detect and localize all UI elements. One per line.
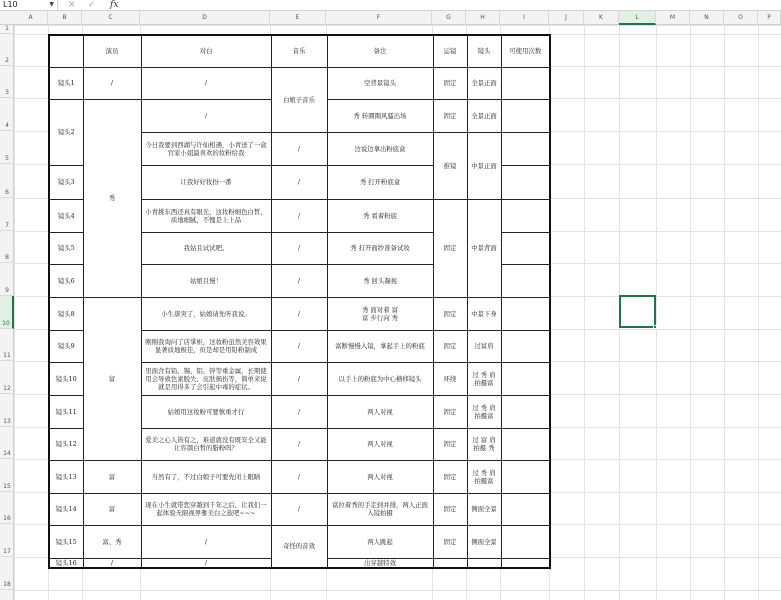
dialogue-cell[interactable]: 姑娘且慢！ <box>141 264 271 297</box>
note-cell[interactable]: 空背景镜头 <box>327 67 433 99</box>
usage-count-cell[interactable] <box>501 232 550 264</box>
shot-type-cell[interactable]: 全景正面 <box>467 67 501 99</box>
column-heading[interactable]: 备注 <box>327 35 433 67</box>
note-cell[interactable]: 秀 看着粉底 <box>327 199 433 232</box>
row-header-12[interactable]: 12 <box>0 361 14 394</box>
row-header-5[interactable]: 5 <box>0 131 14 164</box>
name-box-value: L10 <box>3 0 18 9</box>
note-cell[interactable]: 两人跳起 <box>327 525 433 558</box>
usage-count-cell[interactable] <box>501 330 550 362</box>
usage-count-cell[interactable] <box>501 132 550 165</box>
actor-cell[interactable]: 富 <box>83 297 141 460</box>
actor-cell[interactable]: / <box>83 558 141 568</box>
music-cell[interactable]: / <box>271 362 327 395</box>
actor-cell[interactable]: 秀 <box>83 99 141 297</box>
camera-move-cell[interactable] <box>433 558 467 568</box>
camera-move-cell[interactable]: 固定 <box>433 330 467 362</box>
music-cell[interactable]: / <box>271 297 327 330</box>
usage-count-cell[interactable] <box>501 362 550 395</box>
music-cell[interactable]: / <box>271 165 327 199</box>
usage-count-cell[interactable] <box>501 493 550 525</box>
column-header-d[interactable]: D <box>140 11 270 25</box>
music-cell[interactable]: / <box>271 460 327 493</box>
column-header-row <box>0 11 781 25</box>
music-cell[interactable]: 奇怪的音效 <box>271 525 327 568</box>
table-row <box>49 493 550 525</box>
shot-type-cell[interactable]: 过 秀 肩 拍摄富 <box>467 395 501 428</box>
usage-count-cell[interactable] <box>501 395 550 428</box>
note-cell[interactable]: 秀 打开面纱准备试妆 <box>327 232 433 264</box>
shot-type-cell[interactable]: 过富肩 <box>467 330 501 362</box>
camera-move-cell[interactable]: 固定 <box>433 67 467 99</box>
music-cell[interactable]: / <box>271 264 327 297</box>
note-cell[interactable]: 秀 面对着 富 富 步行向 秀 <box>327 297 433 330</box>
music-cell[interactable]: / <box>271 330 327 362</box>
camera-move-cell[interactable]: 固定 <box>433 428 467 460</box>
column-header-f[interactable]: F <box>326 11 432 25</box>
column-heading[interactable]: 可使用次数 <box>501 35 550 67</box>
usage-count-cell[interactable] <box>501 67 550 99</box>
dialogue-cell[interactable]: 姑娘用这妆粉可要慎重才行 <box>141 395 271 428</box>
dialogue-cell[interactable]: / <box>141 525 271 558</box>
table-row <box>49 67 550 99</box>
grid-vline <box>584 25 585 600</box>
dialogue-cell[interactable]: 我姑且试试吧。 <box>141 232 271 264</box>
row-header-4[interactable]: 4 <box>0 98 14 131</box>
music-cell[interactable]: / <box>271 232 327 264</box>
usage-count-cell[interactable] <box>501 99 550 132</box>
usage-count-cell[interactable] <box>501 460 550 493</box>
row-header-8[interactable]: 8 <box>0 231 14 263</box>
music-cell[interactable]: / <box>271 428 327 460</box>
grid-vline <box>14 25 15 600</box>
row-header-17[interactable]: 17 <box>0 524 14 557</box>
chevron-down-icon[interactable]: ▼ <box>49 1 54 8</box>
dialogue-cell[interactable]: 小青挑东西还真有眼光，这妆粉细色白皙、质地细腻，不愧是上上品 <box>141 199 271 232</box>
table-row <box>49 460 550 493</box>
cancel-icon[interactable]: ✕ <box>68 0 76 10</box>
row-header-2[interactable]: 2 <box>0 34 14 66</box>
column-heading[interactable]: 演员 <box>83 35 141 67</box>
row-header-13[interactable]: 13 <box>0 394 14 427</box>
shot-cell[interactable]: 镜头11 <box>49 395 83 428</box>
music-cell[interactable]: / <box>271 199 327 232</box>
dialogue-cell[interactable]: 爱美之心人皆有之，难道就没有既安全又能让容颜白皙的脂粉吗？ <box>141 428 271 460</box>
shot-cell[interactable]: 镜头6 <box>49 264 83 297</box>
note-cell[interactable]: 富拉着秀的手走到并排，两人正面入镜拍摄 <box>327 493 433 525</box>
row-header-1[interactable]: 1 <box>0 25 14 34</box>
dialogue-cell[interactable]: 现在小生就带您穿越到千年之后，让我们一起体验无限视界雅美白之旅吧~~~ <box>141 493 271 525</box>
note-cell[interactable]: 秀 转圈圈风骚出场 <box>327 99 433 132</box>
dialogue-cell[interactable]: 今日我要到西湖与许仙相遇，小青送了一盒官家小姐最喜欢的妆粉给我 <box>141 132 271 165</box>
dialogue-cell[interactable]: / <box>141 67 271 99</box>
shot-type-cell[interactable]: 过 秀 肩 拍摄富 <box>467 362 501 395</box>
dialogue-cell[interactable]: 刚刚我询问了店掌柜，这妆粉虽然美容效果显著质地极佳，但是却是用铅粉制成 <box>141 330 271 362</box>
row-header-9[interactable]: 9 <box>0 263 14 296</box>
column-header-k[interactable]: K <box>584 11 619 25</box>
music-cell[interactable]: / <box>271 395 327 428</box>
confirm-icon[interactable]: ✓ <box>88 0 96 10</box>
dialogue-cell[interactable]: 小生唐突了，姑娘请先听我说。 <box>141 297 271 330</box>
shot-cell[interactable]: 镜头8 <box>49 297 83 330</box>
shot-cell[interactable]: 镜头16 <box>49 558 83 568</box>
dialogue-cell[interactable]: 让我好好妆扮一番 <box>141 165 271 199</box>
row-header-18[interactable]: 18 <box>0 557 14 590</box>
grid-vline <box>724 25 725 600</box>
column-header-h[interactable]: H <box>466 11 500 25</box>
selected-cell[interactable] <box>619 295 656 328</box>
camera-move-cell[interactable]: 固定 <box>433 297 467 330</box>
camera-move-cell[interactable]: 固定 <box>433 493 467 525</box>
note-cell[interactable]: 富断慢慢入镜，拿起手上的粉底 <box>327 330 433 362</box>
dialogue-cell[interactable]: / <box>141 99 271 132</box>
table-row <box>49 525 550 558</box>
actor-cell[interactable]: 富 <box>83 493 141 525</box>
camera-move-cell[interactable]: 固定 <box>433 199 467 297</box>
camera-move-cell[interactable]: 推镜 <box>433 132 467 199</box>
column-header-a[interactable]: A <box>14 11 48 25</box>
row-header-16[interactable]: 16 <box>0 492 14 524</box>
grid-hline <box>14 25 781 26</box>
usage-count-cell[interactable] <box>501 558 550 568</box>
camera-move-cell[interactable]: 固定 <box>433 99 467 132</box>
grid-vline <box>758 25 759 600</box>
usage-count-cell[interactable] <box>501 525 550 558</box>
shot-cell[interactable]: 镜头15 <box>49 525 83 558</box>
shot-type-cell[interactable]: 全景正面 <box>467 99 501 132</box>
usage-count-cell[interactable] <box>501 428 550 460</box>
shot-type-cell[interactable]: 过 秀 肩 拍摄富 <box>467 460 501 493</box>
shot-type-cell[interactable]: 中景正面 <box>467 132 501 199</box>
column-header-e[interactable]: E <box>270 11 326 25</box>
column-header-m[interactable]: M <box>656 11 690 25</box>
usage-count-cell[interactable] <box>501 199 550 232</box>
actor-cell[interactable]: 富 <box>83 460 141 493</box>
music-cell[interactable]: 白娘子音乐 <box>271 67 327 132</box>
shot-type-cell[interactable] <box>467 558 501 568</box>
row-header-10[interactable]: 10 <box>0 296 14 329</box>
shot-cell[interactable]: 镜头3 <box>49 165 83 199</box>
shot-type-cell[interactable]: 过 富 肩 拍摄 秀 <box>467 428 501 460</box>
shot-cell[interactable]: 镜头1 <box>49 67 83 99</box>
grid-vline <box>690 25 691 600</box>
column-header-g[interactable]: G <box>432 11 466 25</box>
column-header-l[interactable]: L <box>619 11 656 25</box>
shot-type-cell[interactable]: 中景下身 <box>467 297 501 330</box>
formula-bar <box>0 0 781 11</box>
column-heading[interactable]: 运镜 <box>433 35 467 67</box>
camera-move-cell[interactable]: 固定 <box>433 395 467 428</box>
usage-count-cell[interactable] <box>501 165 550 199</box>
note-cell[interactable]: 两人对视 <box>327 460 433 493</box>
name-box[interactable] <box>0 0 58 10</box>
column-header-b[interactable]: B <box>48 11 82 25</box>
row-header-14[interactable]: 14 <box>0 427 14 459</box>
row-header-11[interactable]: 11 <box>0 329 14 361</box>
row-header-6[interactable]: 6 <box>0 164 14 198</box>
note-cell[interactable]: 秀 回头凝视 <box>327 264 433 297</box>
dialogue-cell[interactable]: 里面含有铅、锡、铝、锌等重金属，长期使用会导致色素脱失、皮肤损伤等，简单来说就是用得多了会引起中毒的症状。 <box>141 362 271 395</box>
shot-cell[interactable]: 镜头14 <box>49 493 83 525</box>
column-header-n[interactable]: N <box>690 11 724 25</box>
note-cell[interactable]: 两人对视 <box>327 395 433 428</box>
note-cell[interactable]: 边说边拿出粉底盒 <box>327 132 433 165</box>
column-heading[interactable] <box>49 35 83 67</box>
music-cell[interactable]: / <box>271 132 327 165</box>
column-header-c[interactable]: C <box>82 11 140 25</box>
shot-type-cell[interactable]: 侧面全景 <box>467 493 501 525</box>
shot-cell[interactable]: 镜头13 <box>49 460 83 493</box>
note-cell[interactable]: 出穿越特效 <box>327 558 433 568</box>
shot-cell[interactable]: 镜头10 <box>49 362 83 395</box>
usage-count-cell[interactable] <box>501 297 550 330</box>
column-header-o[interactable]: O <box>724 11 758 25</box>
actor-cell[interactable]: / <box>83 67 141 99</box>
table-row <box>49 297 550 330</box>
column-header-i[interactable]: I <box>500 11 549 25</box>
grid-vline <box>656 25 657 600</box>
row-header-column <box>0 25 14 600</box>
shot-cell[interactable]: 镜头9 <box>49 330 83 362</box>
script-table <box>48 34 551 569</box>
column-heading[interactable]: 对白 <box>141 35 271 67</box>
usage-count-cell[interactable] <box>501 264 550 297</box>
shot-cell[interactable]: 镜头12 <box>49 428 83 460</box>
camera-move-cell[interactable]: 固定 <box>433 525 467 558</box>
camera-move-cell[interactable]: 环绕 <box>433 362 467 395</box>
column-heading[interactable]: 镜头 <box>467 35 501 67</box>
dialogue-cell[interactable]: / <box>141 558 271 568</box>
actor-cell[interactable]: 富、秀 <box>83 525 141 558</box>
row-header-3[interactable]: 3 <box>0 66 14 98</box>
column-header-p[interactable]: P <box>758 11 781 25</box>
shot-cell[interactable]: 镜头5 <box>49 232 83 264</box>
camera-move-cell[interactable]: 固定 <box>433 460 467 493</box>
column-header-j[interactable]: J <box>549 11 584 25</box>
row-header-7[interactable]: 7 <box>0 198 14 231</box>
note-cell[interactable]: 以手上的粉底为中心横移镜头 <box>327 362 433 395</box>
fill-handle[interactable] <box>653 325 657 329</box>
table-header-row <box>49 35 550 67</box>
shot-type-cell[interactable]: 侧面全景 <box>467 525 501 558</box>
music-cell[interactable]: / <box>271 493 327 525</box>
column-heading[interactable]: 音乐 <box>271 35 327 67</box>
note-cell[interactable]: 秀 打开粉底盒 <box>327 165 433 199</box>
row-header-15[interactable]: 15 <box>0 459 14 492</box>
fx-icon[interactable]: fx <box>110 0 119 10</box>
shot-cell[interactable]: 镜头2 <box>49 99 83 165</box>
grid-hline <box>14 590 781 591</box>
shot-cell[interactable]: 镜头4 <box>49 199 83 232</box>
shot-type-cell[interactable]: 中景背面 <box>467 199 501 297</box>
note-cell[interactable]: 两人对视 <box>327 428 433 460</box>
dialogue-cell[interactable]: 当然有了，不过白娘子可要先闭上眼睛 <box>141 460 271 493</box>
